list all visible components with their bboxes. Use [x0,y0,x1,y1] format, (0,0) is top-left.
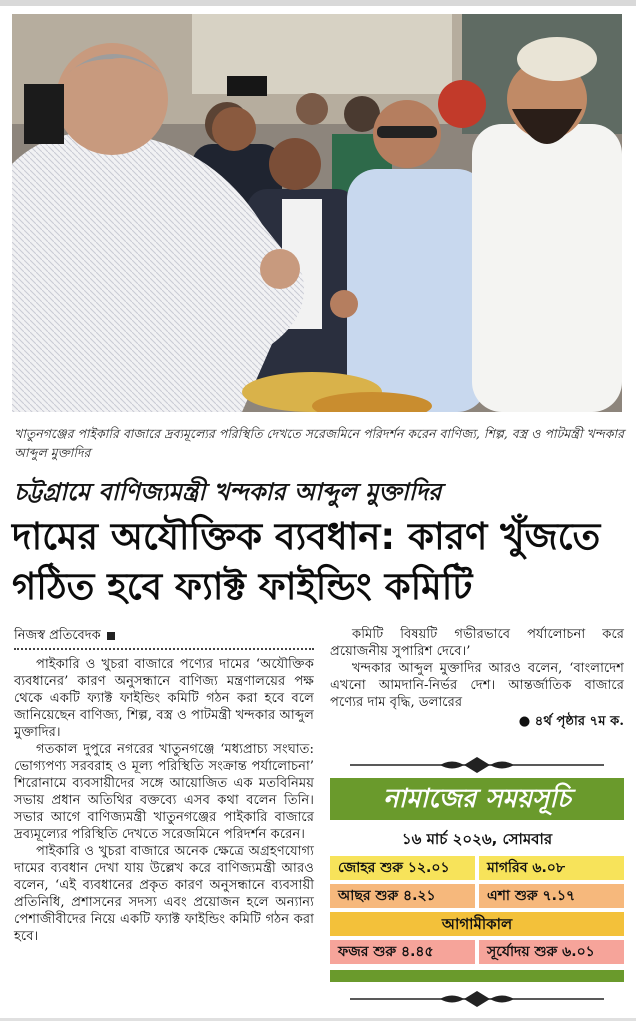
photo-caption: খাতুনগঞ্জের পাইকারি বাজারে দ্রব্যমূল্যের পরিস্থিতি দেখতে সরেজমিনে পরিদর্শন করেন বাণিজ্য, শিল্প, বস্ত্র ও পাটমন্ত্রী খন্দকার আব্দুল মুক্তাদির [14,426,624,460]
paragraph: খন্দকার আব্দুল মুক্তাদির আরও বলেন, ‘বাংলাদেশ এখনো আমদানি-নির্ভর দেশ। আন্তর্জাতিক বাজারে পণ্যের দাম বৃদ্ধি, ডলারের [330,661,624,710]
jump-text: ৪র্থ পৃষ্ঠার ৭ম ক. [534,714,624,729]
prayer-tomorrow: আগামীকাল [330,912,624,936]
article-right-column [330,626,624,730]
headline-line-1: দামের অযৌক্তিক ব্যবধান: কারণ খুঁজতে [12,515,601,558]
prayer-cell: মাগরিব ৬.০৮ [479,856,624,880]
market-inspection-photo [12,14,622,412]
green-bar [330,970,624,982]
ornament-divider-icon [330,990,624,1008]
prayer-row [330,856,624,880]
dotted-divider [14,648,314,650]
prayer-cell: ফজর শুরু ৪.৪৫ [330,940,475,964]
prayer-title: নামাজের সময়সূচি [330,778,624,820]
bottom-border [0,1018,636,1021]
square-bullet-icon [107,632,115,640]
prayer-cell: জোহর শুরু ১২.০১ [330,856,475,880]
paragraph: গতকাল দুপুরে নগরের খাতুনগঞ্জে ‘মধ্যপ্রাচ্য সংঘাত: ভোগ্যপণ্য সরবরাহ ও মূল্য পরিস্থিতি সংক্রান্ত পর্যালোচনা’ শিরোনামে ব্যবসায়ীদের সঙ্গে আয়োজিত এক মতবিনিময় সভায় প্রধান অতিথির বক্তব্যে এসব কথা বলেন তিনি। সভার আগে বাণিজ্যমন্ত্রী খাতুনগঞ্জের পাইকারি বাজারে দ্রব্যমূল্যের পরিস্থিতি দেখতে সরেজমিনে পরিদর্শন করেন। [14,742,314,842]
article-left-column [14,656,314,945]
kicker-headline: চট্টগ্রামে বাণিজ্যমন্ত্রী খন্দকার আব্দুল মুক্তাদির [14,477,442,506]
byline [14,626,115,647]
headline-line-2: গঠিত হবে ফ্যাক্ট ফাইন্ডিং কমিটি [12,565,473,608]
news-photo [12,14,622,412]
prayer-cell: সূর্যোদয় শুরু ৬.০১ [479,940,624,964]
paragraph: পাইকারি ও খুচরা বাজারে পণ্যের দামের ‘অযৌক্তিক ব্যবধানের’ কারণ অনুসন্ধানে বাণিজ্য মন্ত্রণালয়ের পক্ষ থেকে একটি ফ্যাক্ট ফাইন্ডিং কমিটি গঠন করা হবে বলে জানিয়েছেন বাণিজ্য, শিল্প, বস্ত্র ও পাটমন্ত্রী খন্দকার আব্দুল মুক্তাদির। [14,657,314,740]
main-headline [12,512,624,612]
prayer-row [330,884,624,908]
prayer-date: ১৬ মার্চ ২০২৬, সোমবার [401,830,553,848]
prayer-cell: আছর শুরু ৪.২১ [330,884,475,908]
prayer-cell: এশা শুরু ৭.১৭ [479,884,624,908]
continued-on-page[interactable]: ● ৪র্থ পৃষ্ঠার ৭ম ক. [518,714,624,729]
prayer-times-box [330,756,624,1010]
top-border [0,0,636,6]
byline-text: নিজস্ব প্রতিবেদক [14,628,101,643]
prayer-tomorrow-row [330,912,624,936]
ornament-divider-icon [330,756,624,774]
prayer-row [330,940,624,964]
paragraph: কমিটি বিষয়টি গভীরভাবে পর্যালোচনা করে প্রয়োজনীয় সুপারিশ দেবে।’ [330,627,624,659]
paragraph: পাইকারি ও খুচরা বাজারে অনেক ক্ষেত্রে অগ্রহণযোগ্য দামের ব্যবধান দেখা যায় উল্লেখ করে বাণিজ্যমন্ত্রী আরও বলেন, ‘এই ব্যবধানের প্রকৃত কারণ অনুসন্ধানে ব্যবসায়ী প্রতিনিধি, প্রশাসনের সদস্য এবং প্রয়োজন হলে অন্যান্য পেশাজীবীদের নিয়ে একটি ফ্যাক্ট ফাইন্ডিং কমিটি গঠন করা হবে। [14,844,314,944]
